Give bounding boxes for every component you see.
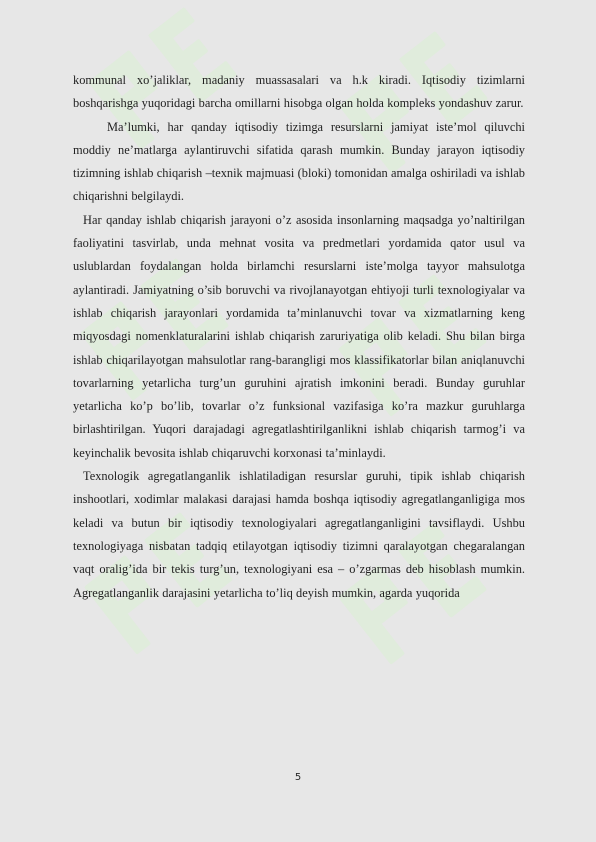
paragraph-4: Texnologik agregatlanganlik ishlatiladigan resurslar guruhi, tipik ishlab chiqarish inshootlari, xodimlar malakasi darajasi hamda boshqa iqtisodiy agregatlanganligiga mos keladi va butun bir iqtisodiy texnologiyalari agregatlanganligini tavsiflaydi. Ushbu texnologiyaga nisbatan tadqiq etilayotgan iqtisodiy tizimni qaralayotgan chegaralangan vaqt oralig’ida bir tekis turg’un, texnologiyani esa – o’zgarmas deb hisoblash mumkin. Agregatlanganlik darajasini yetarlicha to’liq deyish mumkin, agarda yuqorida [73,469,525,600]
document-body [73,69,525,605]
paragraph-3: Har qanday ishlab chiqarish jarayoni o’z asosida insonlarning maqsadga yo’naltirilgan faoliyatini tasvirlab, unda mehnat vosita va predmetlari yordamida qator usul va uslublardan foydalangan holda birlamchi resurslarni iste’molga tayyor mahsulotga aylantiradi. Jamiyatning o’sib boruvchi va rivojlanayotgan ehtiyoji turli texnologiyalar va ishlab chiqarish jarayonlari yordamida ta’minlanuvchi tovar va xizmatlarning keng miqyosdagi nomenklaturalarini ishlab chiqarish zaruriyatiga olib keladi. Shu bilan birga ishlab chiqarilayotgan mahsulotlar rang-barangligi mos klassifikatorlar bilan aniqlanuvchi tovarlarning yetarlicha turg’un guruhini ajratish imkonini beradi. Bunday guruhlar yetarlicha ko’p bo’lib, tovarlar o’z funksional vazifasiga ko’ra mazkur guruhlarga birlashtirilgan. Yuqori darajadagi agregatlashtirilganlikni ishlab chiqarish tarmog’i va keyinchalik bevosita ishlab chiqaruvchi korxonasi ta’minlaydi. [73,212,525,460]
paragraph-1: kommunal xo’jaliklar, madaniy muassasalari va h.k kiradi. Iqtisodiy tizimlarni boshqarishga yuqoridagi barcha omillarni hisobga olgan holda kompleks yondashuv zarur. [73,73,525,111]
paragraph-2: Ma’lumki, har qanday iqtisodiy tizimga resurslarni jamiyat iste’mol qiluvchi moddiy ne’matlarga aylantiruvchi sifatida qarash mumkin. Bunday jarayon iqtisodiy tizimning ishlab chiqarish –texnik majmuasi (bloki) tomonidan amalga oshiriladi va ishlab chiqarishni belgilaydi. [73,119,525,204]
page-number: 5 [294,772,302,783]
